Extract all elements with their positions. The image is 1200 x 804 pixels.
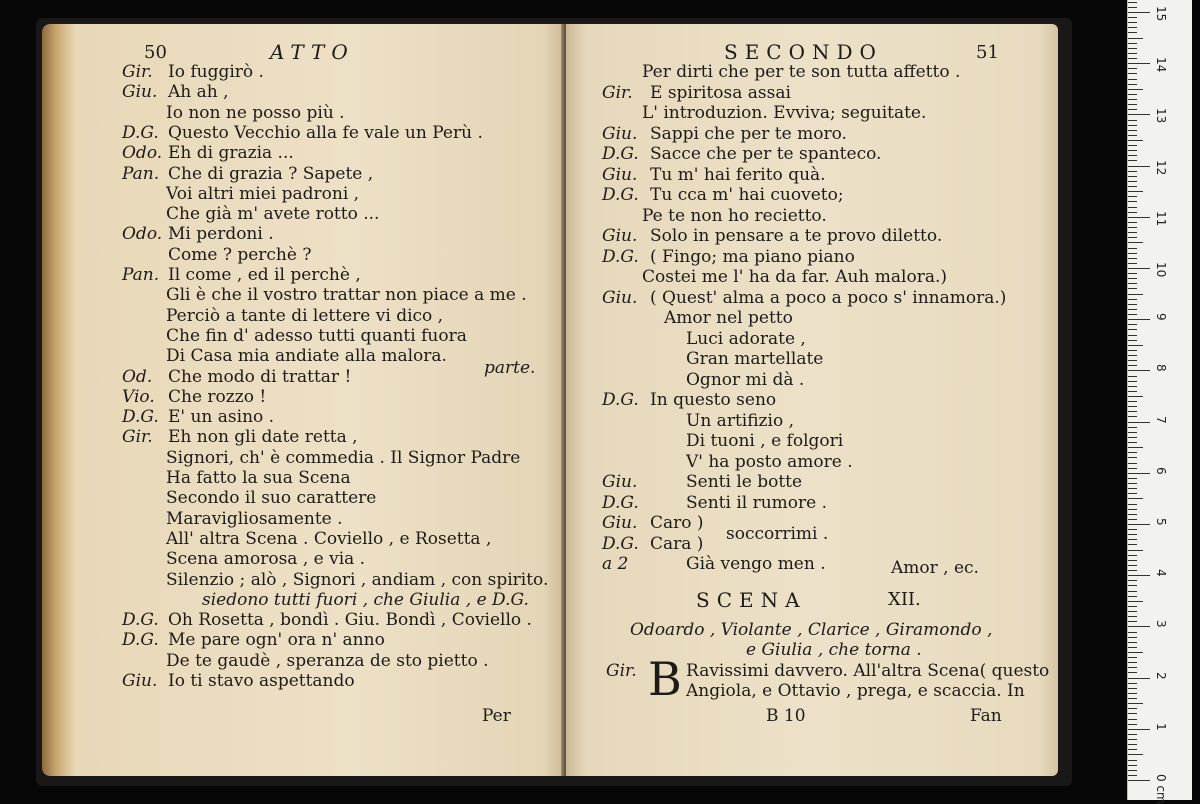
right_page-speaker: D.G.	[602, 492, 639, 513]
ruler-tick	[1128, 504, 1137, 505]
ruler-tick	[1128, 176, 1137, 177]
right_page-line: ( Fingo; ma piano piano	[650, 246, 855, 267]
left_page-speaker: Odo.	[122, 143, 163, 164]
ruler-tick	[1128, 416, 1137, 417]
left_page-speaker: Giu.	[122, 82, 158, 103]
ruler-tick	[1128, 181, 1137, 182]
right_page-line: Un artifizio ,	[686, 410, 794, 431]
left_page-line: Scena amorosa , e via .	[166, 549, 366, 570]
left_page-speaker: Gir.	[122, 62, 153, 82]
ruler-tick	[1128, 667, 1137, 668]
ruler-tick	[1128, 437, 1137, 438]
ruler-tick	[1128, 749, 1137, 750]
ruler-label: 8	[1154, 364, 1168, 373]
ruler-tick	[1128, 94, 1137, 95]
ruler-tick	[1128, 109, 1137, 110]
ruler-tick	[1128, 104, 1137, 105]
left_page-speaker: D.G.	[122, 610, 159, 631]
ruler-tick	[1128, 196, 1137, 197]
right_page-line: Gran martellate	[686, 349, 824, 369]
ruler-tick	[1128, 268, 1150, 269]
ruler-tick	[1128, 498, 1143, 499]
ruler-tick	[1128, 145, 1137, 146]
scene-number: XII.	[888, 589, 921, 610]
ruler-tick	[1128, 89, 1143, 90]
ruler-tick	[1128, 84, 1137, 85]
ruler-tick	[1128, 381, 1137, 382]
ruler-tick	[1128, 447, 1143, 448]
ruler-tick	[1128, 621, 1137, 622]
ruler-label: 2	[1154, 671, 1168, 680]
ruler-tick	[1128, 212, 1137, 213]
left_page-line: Oh Rosetta , bondì . Giu. Bondì , Coviello .	[168, 610, 532, 631]
ruler-tick	[1128, 488, 1137, 489]
right_page-speaker: D.G.	[602, 185, 639, 205]
left_page-line: Silenzio ; alò , Signori , andiam , con spirito.	[166, 569, 549, 590]
ruler-tick	[1128, 166, 1150, 167]
ruler-tick	[1128, 626, 1150, 627]
ruler-tick	[1128, 606, 1137, 607]
ruler-tick	[1128, 401, 1137, 402]
left_page-speaker: D.G.	[122, 407, 159, 428]
ruler-tick	[1128, 432, 1137, 433]
ruler-tick	[1128, 237, 1137, 238]
right_page-line: Costei me l' ha da far. Auh malora.)	[642, 267, 948, 287]
ruler-tick	[1128, 140, 1143, 141]
right_page-line: ( Quest' alma a poco a poco s' innamora.)	[650, 287, 1007, 308]
right-page	[566, 24, 1058, 776]
right_page-line: Sappi che per te moro.	[650, 123, 847, 144]
right_page-line: Senti le botte	[686, 472, 803, 492]
left_page-line: Me pare ogn' ora n' anno	[168, 630, 385, 651]
ruler-label: 13	[1154, 108, 1168, 124]
ruler-label: 10	[1154, 262, 1168, 278]
ruler-tick	[1128, 227, 1137, 228]
ruler-tick	[1128, 754, 1143, 755]
ruler-tick	[1128, 309, 1137, 310]
right_page-line: Ognor mi dà .	[686, 369, 805, 390]
left_page-line: E' un asino .	[168, 407, 275, 428]
ruler-label: 15	[1154, 6, 1168, 22]
ruler-tick	[1128, 258, 1137, 259]
right_page-line: Solo in pensare a te provo diletto.	[650, 226, 943, 246]
ruler-tick	[1128, 652, 1143, 653]
ruler-tick	[1128, 729, 1150, 730]
stage-direction-parte: parte.	[484, 358, 536, 378]
ruler-tick	[1128, 534, 1137, 535]
left_page-line: Che rozzo !	[168, 386, 267, 407]
ruler-tick	[1128, 355, 1137, 356]
ruler-label: 12	[1154, 159, 1168, 175]
right_page-speaker: Giu.	[602, 123, 638, 144]
ruler-tick	[1128, 232, 1137, 233]
ruler-tick	[1128, 27, 1137, 28]
ruler-tick	[1128, 278, 1137, 279]
ruler-tick	[1128, 365, 1137, 366]
right_page-speaker: Giu.	[602, 164, 638, 185]
ruler-tick	[1128, 2, 1137, 3]
ruler-label: 4	[1154, 569, 1168, 577]
ruler-tick	[1128, 765, 1137, 766]
ruler-tick	[1128, 713, 1137, 714]
left_page-line: Che modo di trattar !	[168, 366, 352, 387]
ruler-tick	[1128, 637, 1137, 638]
ruler-tick	[1128, 171, 1137, 172]
ruler-tick	[1128, 585, 1137, 586]
ruler-tick	[1128, 683, 1137, 684]
ruler-tick	[1128, 345, 1143, 346]
ruler-tick	[1128, 616, 1137, 617]
ruler-tick	[1128, 242, 1143, 243]
ruler-tick	[1128, 473, 1150, 474]
right_page-speaker: Giu.	[602, 513, 638, 533]
ruler-tick	[1128, 560, 1137, 561]
ruler-tick	[1128, 509, 1137, 510]
ruler-tick	[1128, 724, 1137, 725]
ruler-tick	[1128, 601, 1143, 602]
amor-ec: Amor , ec.	[891, 558, 979, 578]
ruler-tick	[1128, 38, 1143, 39]
left_page-line: Perciò a tante di lettere vi dico ,	[166, 305, 444, 326]
ruler-tick	[1128, 478, 1137, 479]
left_page-line: Gli è che il vostro trattar non piace a me .	[166, 285, 527, 306]
ruler-tick	[1128, 524, 1150, 525]
ruler-tick	[1128, 457, 1137, 458]
ruler-tick	[1128, 360, 1137, 361]
right_page-speaker: a 2	[602, 554, 629, 574]
ruler-tick	[1128, 565, 1137, 566]
ruler-tick	[1128, 73, 1137, 74]
ruler-tick	[1128, 386, 1137, 387]
ruler-tick	[1128, 150, 1137, 151]
left_page-line: Maravigliosamente .	[166, 508, 343, 529]
scene-title: SCENA	[696, 588, 807, 612]
ruler-tick	[1128, 760, 1137, 761]
left_page-line: Eh di grazia ...	[168, 143, 294, 164]
ruler-label: 3	[1154, 620, 1168, 629]
left_page-line: Signori, ch' è commedia . Il Signor Padre	[166, 447, 521, 468]
ruler-tick	[1128, 222, 1137, 223]
right_page-line: V' ha posto amore .	[686, 451, 853, 472]
ruler-tick	[1128, 314, 1137, 315]
right_page-line: Pe te non ho recietto.	[642, 205, 827, 226]
left_page-line: All' altra Scena . Coviello , e Rosetta ,	[166, 528, 492, 549]
right_page-speaker: Gir.	[602, 82, 633, 103]
ruler-tick	[1128, 468, 1137, 469]
measuring-ruler	[1127, 0, 1192, 804]
ruler-tick	[1128, 596, 1137, 597]
ruler-tick	[1128, 662, 1137, 663]
ruler-tick	[1128, 483, 1137, 484]
ruler-tick	[1128, 12, 1150, 13]
left_page-line: Ah ah ,	[168, 82, 229, 103]
right_page-speaker: D.G.	[602, 390, 639, 410]
ruler-tick	[1128, 160, 1137, 161]
left_page-line: Voi altri miei padroni ,	[166, 183, 360, 204]
ruler-tick	[1128, 744, 1137, 745]
left_page-line: Ha fatto la sua Scena	[166, 468, 351, 488]
signature-mark: B 10	[766, 706, 806, 726]
ruler-tick	[1128, 350, 1137, 351]
ruler-tick	[1128, 391, 1137, 392]
ruler-tick	[1128, 294, 1143, 295]
ruler-tick	[1128, 570, 1137, 571]
ruler-tick	[1128, 452, 1137, 453]
ruler-tick	[1128, 191, 1143, 192]
brace-text: soccorrimi .	[726, 524, 829, 544]
ruler-tick	[1128, 319, 1150, 320]
left_page-line: Di Casa mia andiate alla malora.	[166, 346, 447, 367]
ruler-label: 6	[1154, 466, 1168, 475]
ruler-tick	[1128, 657, 1137, 658]
ruler-tick	[1128, 396, 1143, 397]
ruler-tick	[1128, 329, 1137, 330]
left_page-line: Che fin d' adesso tutti quanti fuora	[166, 325, 467, 346]
right_page-line: E spiritosa assai	[650, 82, 791, 103]
ruler-tick	[1128, 125, 1137, 126]
right_page-speaker: Giu.	[602, 287, 638, 308]
ruler-tick	[1128, 422, 1150, 423]
left-page-header: ATTO	[270, 40, 355, 64]
ruler-tick	[1128, 17, 1137, 18]
ruler-label: 9	[1154, 313, 1168, 321]
left_page-line: Io ti stavo aspettando	[168, 671, 355, 691]
right_page-line: Luci adorate ,	[686, 328, 806, 349]
ruler-tick	[1128, 340, 1137, 341]
right_page-speaker: Giu.	[602, 226, 638, 246]
left_page-speaker: Giu.	[122, 671, 158, 691]
ruler-tick	[1128, 539, 1137, 540]
right_page-line: In questo seno	[650, 390, 777, 410]
ruler-tick	[1128, 703, 1143, 704]
right_page-line: Senti il rumore .	[686, 492, 828, 513]
ruler-tick	[1128, 611, 1137, 612]
ruler-tick	[1128, 672, 1137, 673]
right_page-line: Tu m' hai ferito quà.	[650, 164, 826, 185]
ruler-tick	[1128, 299, 1137, 300]
left_page-speaker: Vio.	[122, 386, 155, 407]
left_page-line: Che già m' avete rotto ...	[166, 204, 380, 225]
right_page-line: Amor nel petto	[664, 308, 793, 328]
ruler-tick	[1128, 248, 1137, 249]
right_page-line: L' introduzion. Evviva; seguitate.	[642, 103, 927, 123]
drop-line-1: Ravissimi davvero. All'altra Scena( questo	[686, 661, 1050, 681]
ruler-tick	[1128, 335, 1137, 336]
ruler-tick	[1128, 770, 1137, 771]
ruler-tick	[1128, 529, 1137, 530]
right_page-line: Cara )	[650, 533, 704, 554]
left_page-speaker: Pan.	[122, 163, 160, 184]
ruler-tick	[1128, 79, 1137, 80]
drop-speaker: Gir.	[606, 661, 637, 681]
ruler-label: 0 cm	[1154, 774, 1168, 804]
ruler-tick	[1128, 544, 1137, 545]
right_page-line: Già vengo men .	[686, 554, 826, 574]
ruler-tick	[1128, 780, 1150, 781]
ruler-tick	[1128, 550, 1143, 551]
left_page-line: De te gaudè , speranza de sto pietto .	[166, 650, 489, 671]
ruler-tick	[1128, 273, 1137, 274]
ruler-label: 7	[1154, 415, 1168, 424]
ruler-tick	[1128, 575, 1150, 576]
left_page-line: Che di grazia ? Sapete ,	[168, 163, 374, 184]
ruler-label: 11	[1154, 210, 1168, 227]
ruler-tick	[1128, 48, 1137, 49]
ruler-tick	[1128, 739, 1137, 740]
right_page-line: Tu cca m' hai cuoveto;	[650, 185, 844, 205]
ruler-tick	[1128, 288, 1137, 289]
drop-line-2: Angiola, e Ottavio , prega, e scaccia. In	[686, 681, 1025, 701]
left_page-line: Secondo il suo carattere	[166, 488, 377, 509]
ruler-label: 5	[1154, 518, 1168, 526]
ruler-tick	[1128, 63, 1150, 64]
scene-characters-1: Odoardo , Violante , Clarice , Giramondo ,	[630, 620, 993, 640]
ruler-tick	[1128, 719, 1137, 720]
ruler-tick	[1128, 43, 1137, 44]
right-catchword: Fan	[970, 706, 1002, 726]
ruler-tick	[1128, 53, 1137, 54]
scene-characters-2: e Giulia , che torna .	[746, 640, 922, 660]
ruler-tick	[1128, 207, 1137, 208]
left_page-speaker: D.G.	[122, 630, 159, 651]
ruler-tick	[1128, 493, 1137, 494]
ruler-tick	[1128, 201, 1137, 202]
left_page-speaker: Od.	[122, 366, 153, 387]
ruler-tick	[1128, 406, 1137, 407]
ruler-tick	[1128, 58, 1137, 59]
right_page-speaker: Giu.	[602, 472, 638, 492]
right-page-header: SECONDO	[724, 40, 883, 64]
ruler-tick	[1128, 68, 1137, 69]
ruler-label: 1	[1154, 722, 1168, 731]
ruler-tick	[1128, 427, 1137, 428]
left_page-speaker: Odo.	[122, 224, 163, 245]
ruler-tick	[1128, 376, 1137, 377]
left_page-line: Questo Vecchio alla fe vale un Perù .	[168, 122, 483, 143]
left_page-line: Il come , ed il perchè ,	[168, 265, 361, 285]
ruler-tick	[1128, 99, 1137, 100]
left-catchword: Per	[482, 706, 511, 726]
ruler-tick	[1128, 253, 1137, 254]
ruler-tick	[1128, 324, 1137, 325]
ruler-tick	[1128, 304, 1137, 305]
ruler-tick	[1128, 555, 1137, 556]
ruler-tick	[1128, 263, 1137, 264]
ruler-tick	[1128, 647, 1137, 648]
left-page-number: 50	[144, 42, 167, 63]
ruler-tick	[1128, 775, 1137, 776]
left_page-line: Io fuggirò .	[168, 62, 264, 82]
ruler-tick	[1128, 708, 1137, 709]
left_page-line: siedono tutti fuori , che Giulia , e D.G.	[202, 589, 529, 610]
right_page-line: Sacce che per te spanteco.	[650, 144, 882, 164]
ruler-tick	[1128, 693, 1137, 694]
ruler-tick	[1128, 155, 1137, 156]
ruler-tick	[1128, 135, 1137, 136]
left_page-line: Mi perdoni .	[168, 224, 274, 245]
ruler-tick	[1128, 698, 1137, 699]
left_page-line: Io non ne posso più .	[166, 102, 345, 123]
ruler-tick	[1128, 283, 1137, 284]
ruler-label: 14	[1154, 57, 1168, 73]
ruler-tick	[1128, 519, 1137, 520]
ruler-tick	[1128, 734, 1137, 735]
ruler-tick	[1128, 217, 1150, 218]
ruler-tick	[1128, 32, 1137, 33]
ruler-tick	[1128, 580, 1137, 581]
ruler-tick	[1128, 591, 1137, 592]
ruler-tick	[1128, 22, 1137, 23]
right-page-number: 51	[976, 42, 999, 63]
left-page	[42, 24, 564, 776]
ruler-tick	[1128, 7, 1137, 8]
ruler-tick	[1128, 120, 1137, 121]
right_page-speaker: D.G.	[602, 533, 639, 554]
right_page-line: Per dirti che per te son tutta affetto .	[642, 62, 961, 82]
left_page-line: Come ? perchè ?	[168, 244, 312, 265]
ruler-tick	[1128, 688, 1137, 689]
left_page-speaker: D.G.	[122, 122, 159, 143]
ruler-tick	[1128, 130, 1137, 131]
ruler-tick	[1128, 370, 1150, 371]
ruler-tick	[1128, 632, 1137, 633]
ruler-tick	[1128, 642, 1137, 643]
left_page-line: Eh non gli date retta ,	[168, 427, 358, 448]
right_page-line: Caro )	[650, 513, 704, 533]
right_page-speaker: D.G.	[602, 246, 639, 267]
ruler-tick	[1128, 678, 1150, 679]
left_page-speaker: Pan.	[122, 265, 160, 285]
ruler-tick	[1128, 514, 1137, 515]
ruler-tick	[1128, 442, 1137, 443]
ruler-tick	[1128, 186, 1137, 187]
ruler-tick	[1128, 411, 1137, 412]
drop-cap: B	[648, 652, 682, 706]
ruler-tick	[1128, 463, 1137, 464]
right_page-line: Di tuoni , e folgori	[686, 431, 844, 451]
right_page-speaker: D.G.	[602, 144, 639, 164]
left_page-speaker: Gir.	[122, 427, 153, 448]
ruler-tick	[1128, 114, 1150, 115]
